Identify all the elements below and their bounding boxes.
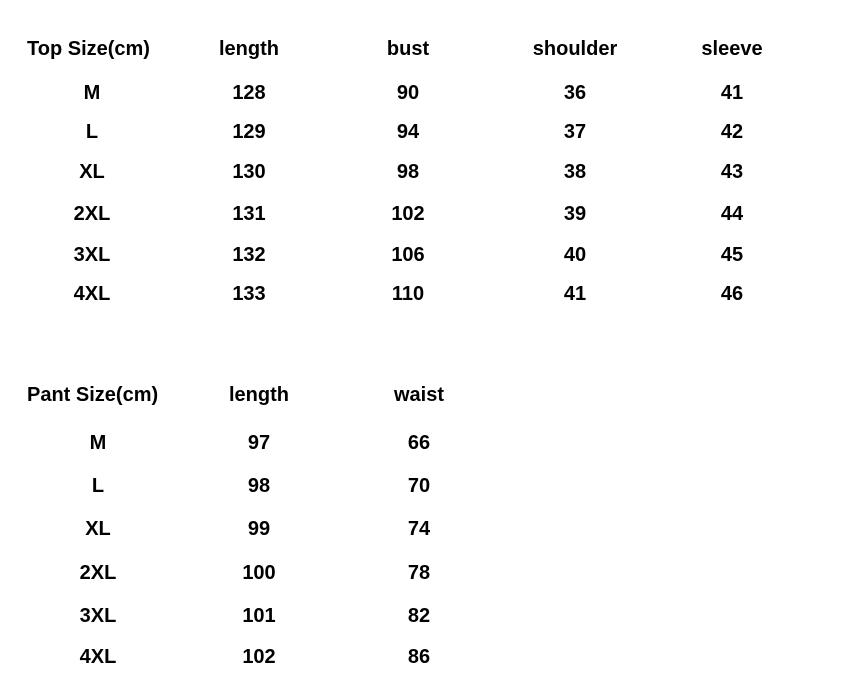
top-cell-shoulder: 36 <box>563 82 587 104</box>
pant-table-title: Pant Size(cm) <box>27 384 159 406</box>
top-cell-sleeve: 44 <box>720 203 744 225</box>
top-column-header-bust: bust <box>386 38 430 60</box>
top-column-header-shoulder: shoulder <box>532 38 618 60</box>
top-cell-length: 130 <box>232 161 266 183</box>
top-cell-length: 128 <box>232 82 266 104</box>
pant-cell-length: 102 <box>242 646 276 668</box>
pant-row-size-label: 3XL <box>79 605 117 627</box>
top-cell-sleeve: 46 <box>720 283 744 305</box>
pant-row-size-label: L <box>91 475 105 497</box>
top-cell-shoulder: 38 <box>563 161 587 183</box>
top-cell-sleeve: 45 <box>720 244 744 266</box>
top-table-title: Top Size(cm) <box>27 38 150 60</box>
top-row-size-label: L <box>85 121 99 143</box>
pant-column-header-length: length <box>229 384 289 406</box>
top-column-header-length: length <box>219 38 279 60</box>
pant-cell-waist: 82 <box>407 605 431 627</box>
top-cell-bust: 106 <box>391 244 425 266</box>
pant-column-header-waist: waist <box>393 384 445 406</box>
pant-row-size-label: XL <box>85 518 111 540</box>
top-row-size-label: XL <box>79 161 105 183</box>
pant-cell-waist: 86 <box>407 646 431 668</box>
pant-cell-length: 98 <box>247 475 271 497</box>
top-row-size-label: 3XL <box>73 244 111 266</box>
pant-cell-waist: 78 <box>407 562 431 584</box>
pant-cell-length: 99 <box>247 518 271 540</box>
top-cell-length: 129 <box>232 121 266 143</box>
top-cell-bust: 90 <box>396 82 420 104</box>
pant-cell-length: 101 <box>242 605 276 627</box>
top-cell-length: 133 <box>232 283 266 305</box>
top-cell-sleeve: 42 <box>720 121 744 143</box>
top-cell-sleeve: 41 <box>720 82 744 104</box>
pant-cell-waist: 70 <box>407 475 431 497</box>
top-cell-length: 132 <box>232 244 266 266</box>
pant-row-size-label: 2XL <box>79 562 117 584</box>
pant-row-size-label: M <box>89 432 107 454</box>
pant-cell-length: 97 <box>247 432 271 454</box>
pant-cell-length: 100 <box>242 562 276 584</box>
top-cell-length: 131 <box>232 203 266 225</box>
top-cell-bust: 110 <box>391 283 425 305</box>
top-cell-bust: 98 <box>396 161 420 183</box>
top-cell-bust: 102 <box>391 203 425 225</box>
top-cell-bust: 94 <box>396 121 420 143</box>
top-cell-shoulder: 40 <box>563 244 587 266</box>
top-row-size-label: 2XL <box>73 203 111 225</box>
top-cell-sleeve: 43 <box>720 161 744 183</box>
top-row-size-label: 4XL <box>73 283 111 305</box>
pant-cell-waist: 66 <box>407 432 431 454</box>
pant-row-size-label: 4XL <box>79 646 117 668</box>
top-cell-shoulder: 37 <box>563 121 587 143</box>
pant-cell-waist: 74 <box>407 518 431 540</box>
top-row-size-label: M <box>83 82 101 104</box>
top-cell-shoulder: 39 <box>563 203 587 225</box>
top-column-header-sleeve: sleeve <box>701 38 763 60</box>
top-cell-shoulder: 41 <box>563 283 587 305</box>
